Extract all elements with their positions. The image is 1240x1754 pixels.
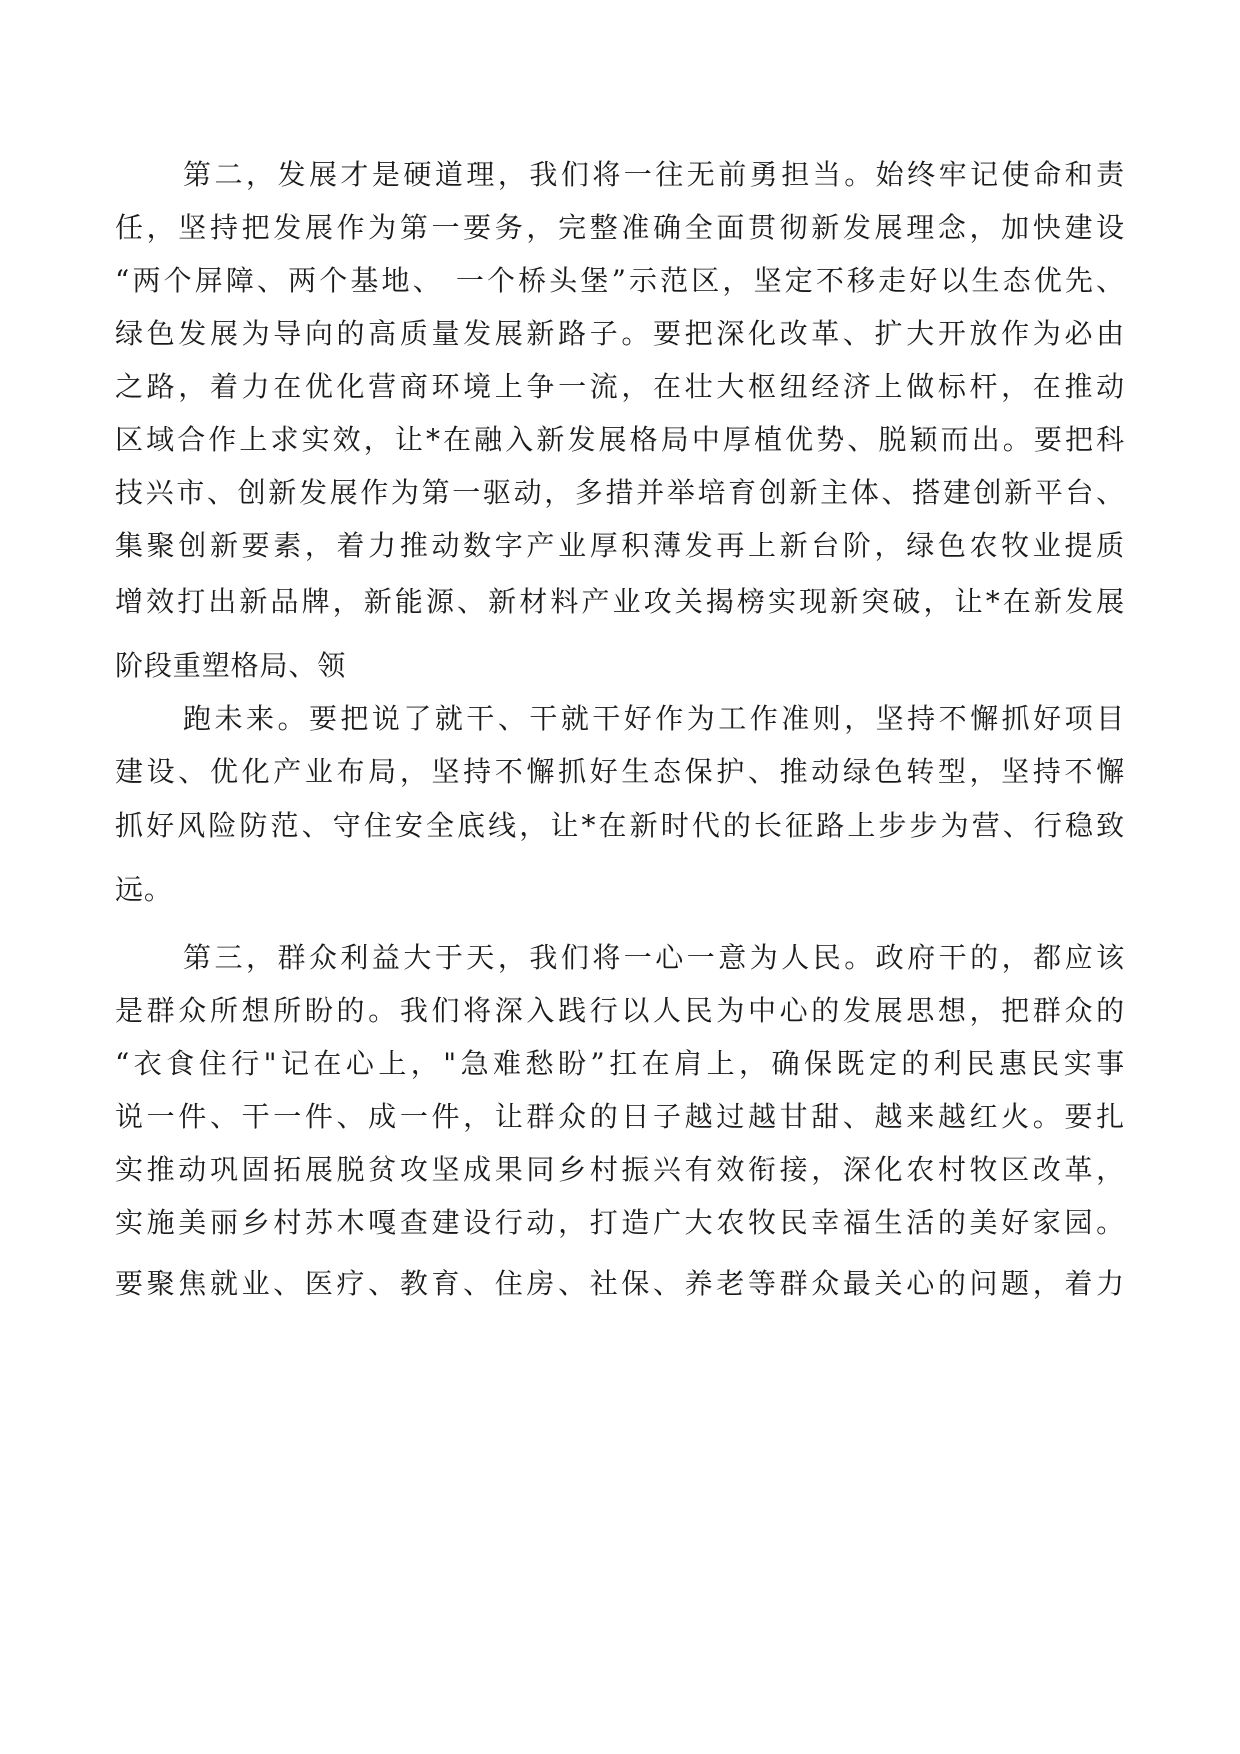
paragraph-line: 区域合作上求实效，让*在融入新发展格局中厚植优势、脱颖而出。要把科 — [115, 423, 1125, 456]
paragraph-line: 增效打出新品牌，新能源、新材料产业攻关揭榜实现新突破，让*在新发展 — [115, 585, 1125, 618]
paragraph-line: 实推动巩固拓展脱贫攻坚成果同乡村振兴有效衔接，深化农村牧区改革， — [115, 1153, 1125, 1186]
paragraph-line: 跑未来。要把说了就干、干就干好作为工作准则，坚持不懈抓好项目 — [183, 702, 1125, 735]
paragraph-line: 第三，群众利益大于天，我们将一心一意为人民。政府干的，都应该 — [183, 941, 1125, 974]
paragraph-line: “两个屏障、两个基地、 一个桥头堡”示范区，坚定不移走好以生态优先、 — [115, 264, 1125, 297]
paragraph-line: 要聚焦就业、医疗、教育、住房、社保、养老等群众最关心的问题，着力 — [115, 1267, 1125, 1300]
paragraph-line: 说一件、干一件、成一件，让群众的日子越过越甘甜、越来越红火。要扎 — [115, 1100, 1125, 1133]
paragraph-line: “衣食住行"记在心上，"急难愁盼”扛在肩上，确保既定的利民惠民实事 — [115, 1047, 1125, 1080]
paragraph-line: 第二，发展才是硬道理，我们将一往无前勇担当。始终牢记使命和责 — [183, 158, 1125, 191]
paragraph-line: 技兴市、创新发展作为第一驱动，多措并举培育创新主体、搭建创新平台、 — [115, 476, 1125, 509]
paragraph-line: 抓好风险防范、守住安全底线，让*在新时代的长征路上步步为营、行稳致 — [115, 809, 1125, 842]
paragraph-line: 是群众所想所盼的。我们将深入践行以人民为中心的发展思想，把群众的 — [115, 994, 1125, 1027]
paragraph-line: 任，坚持把发展作为第一要务，完整准确全面贯彻新发展理念，加快建设 — [115, 211, 1125, 244]
paragraph-line: 绿色发展为导向的高质量发展新路子。要把深化改革、扩大开放作为必由 — [115, 317, 1125, 350]
paragraph-line: 之路，着力在优化营商环境上争一流，在壮大枢纽经济上做标杆，在推动 — [115, 370, 1125, 403]
paragraph-line: 实施美丽乡村苏木嘎查建设行动，打造广大农牧民幸福生活的美好家园。 — [115, 1206, 1125, 1239]
paragraph-line: 建设、优化产业布局，坚持不懈抓好生态保护、推动绿色转型，坚持不懈 — [115, 755, 1125, 788]
paragraph-line: 集聚创新要素，着力推动数字产业厚积薄发再上新台阶，绿色农牧业提质 — [115, 529, 1125, 562]
paragraph-line: 阶段重塑格局、领 — [115, 649, 347, 682]
paragraph-line: 远。 — [115, 873, 173, 906]
